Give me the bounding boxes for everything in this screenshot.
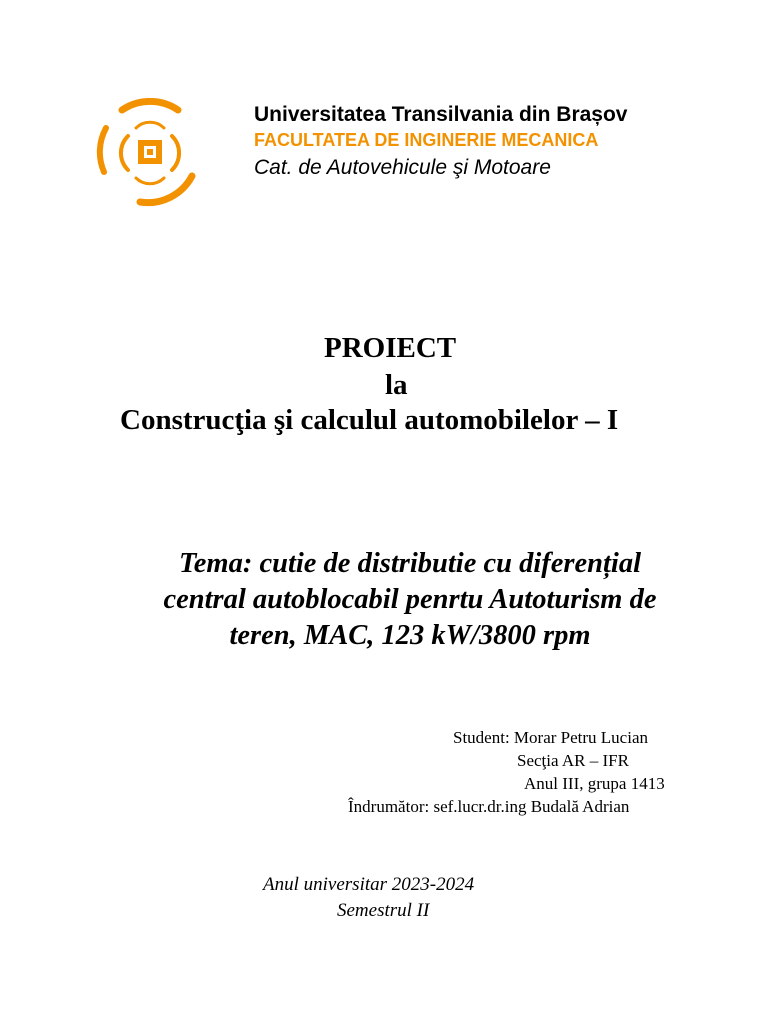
semester: Semestrul II — [337, 900, 430, 921]
student-name: Student: Morar Petru Lucian — [453, 728, 648, 747]
institution-header — [254, 101, 628, 183]
student-section: Secţia AR – IFR — [517, 751, 629, 770]
university-logo-icon — [92, 98, 208, 208]
student-year-group: Anul III, grupa 1413 — [524, 774, 665, 793]
supervisor: Îndrumător: sef.lucr.dr.ing Budală Adrian — [348, 797, 630, 816]
theme-line-2: central autoblocabil penrtu Autoturism de — [163, 584, 657, 615]
university-name: Universitatea Transilvania din Brașov — [254, 103, 628, 126]
theme-line-1: Tema: cutie de distributie cu diferențial — [178, 548, 642, 579]
project-theme — [100, 546, 720, 654]
project-preposition: la — [385, 369, 408, 401]
academic-year: Anul universitar 2023-2024 — [263, 874, 475, 895]
project-label: PROIECT — [324, 332, 457, 364]
faculty-name: FACULTATEA DE INGINERIE MECANICA — [254, 130, 599, 150]
department-name: Cat. de Autovehicule şi Motoare — [254, 156, 551, 179]
theme-line-3: teren, MAC, 123 kW/3800 rpm — [229, 620, 591, 651]
course-title: Construcţia şi calculul automobilelor – I — [120, 404, 619, 436]
